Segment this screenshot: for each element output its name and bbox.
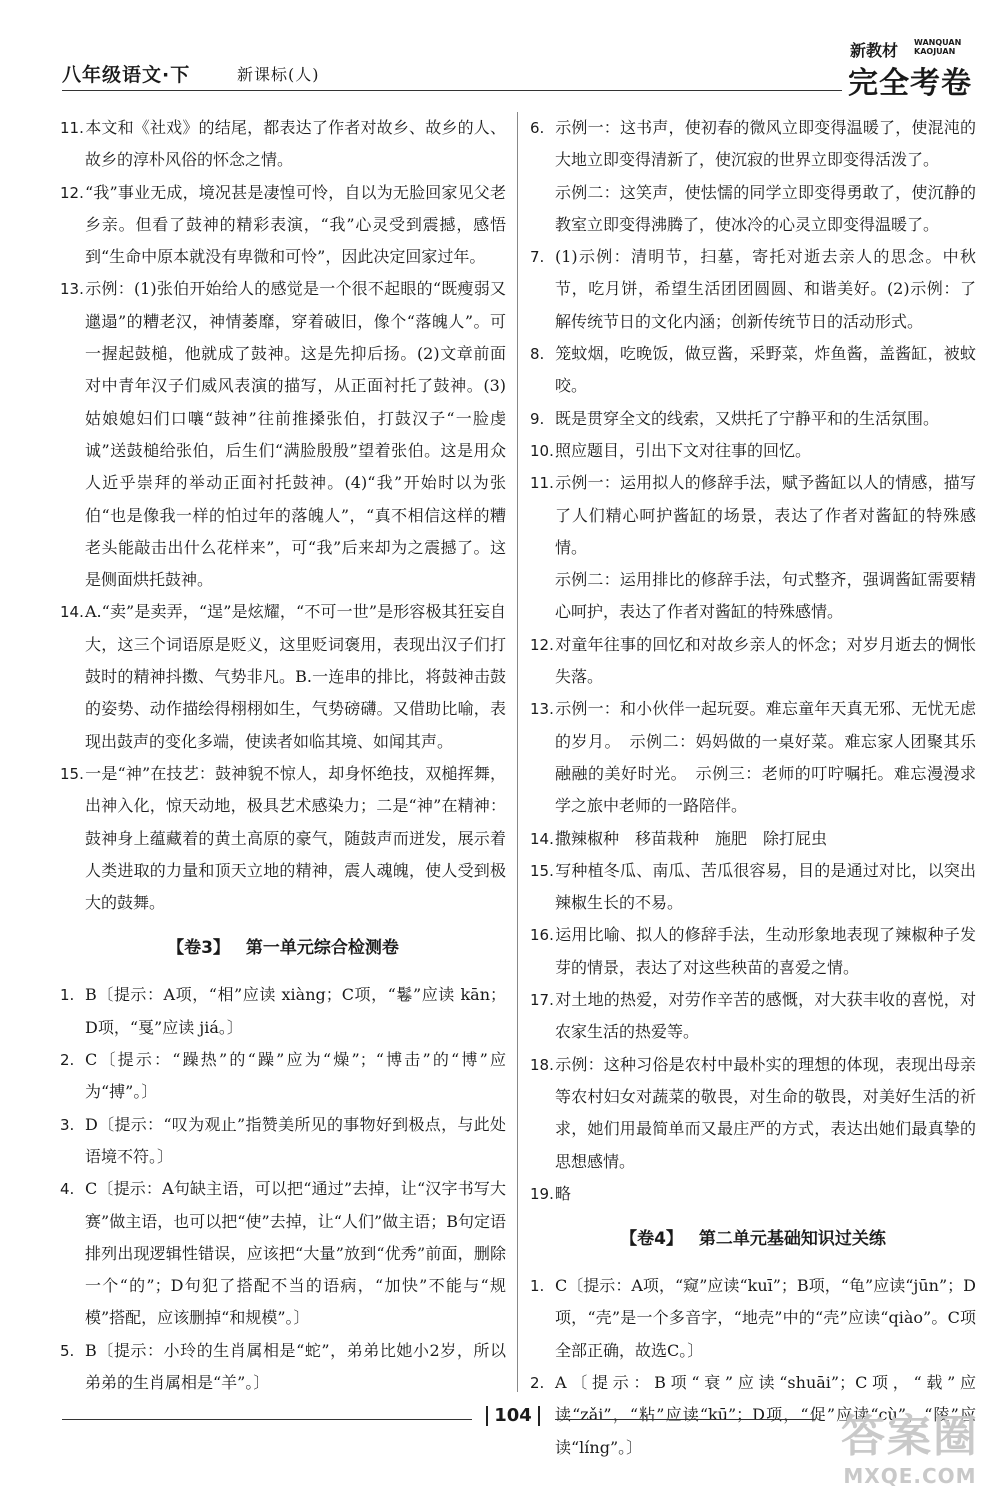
item-number: 10. xyxy=(530,441,554,460)
answer-item xyxy=(530,435,976,467)
answer-item xyxy=(60,1173,506,1334)
item-text: C〔提示：“躁热”的“躁”应为“燥”；“博击”的“博”应为“搏”。〕 xyxy=(85,1050,506,1102)
watermark-logo-text: 答案圈 xyxy=(841,1411,979,1462)
item-number: 4. xyxy=(60,1180,75,1199)
item-text: A〔提示：B项“衰”应读“shuāi”；C项，“载”应读“zǎi”，“粘”应读“kū”；D项，“促”应读“cù”，“陵”应读“líng”。〕 xyxy=(555,1372,976,1457)
section-heading-4 xyxy=(530,1228,976,1250)
item-number: 11. xyxy=(530,474,554,493)
item-text: 撒辣椒种 移苗栽种 施肥 除打屁虫 xyxy=(555,828,828,848)
item-text: 略 xyxy=(555,1183,572,1203)
item-text: (1)示例：清明节，扫墓，寄托对逝去亲人的思念。中秋节，吃月饼，希望生活团团圆圆、和谐美好。(2)示例：了解传统节日的文化内涵；创新传统节日的活动形式。 xyxy=(555,247,976,331)
item-number: 19. xyxy=(530,1184,554,1203)
brand-new-textbook: 新教材 xyxy=(850,41,899,60)
item-text: C〔提示：A项，“窥”应读“kuī”；B项，“龟”应读“jūn”；D项，“壳”是一个多音字，“地壳”中的“壳”应读“qiào”。C项全部正确，故选C。〕 xyxy=(555,1276,976,1360)
item-number: 15. xyxy=(530,861,554,880)
answer-item xyxy=(530,823,976,855)
left-column xyxy=(60,112,506,1399)
item-text: 照应题目，引出下文对往事的回忆。 xyxy=(555,440,812,460)
item-number: 14. xyxy=(530,829,554,848)
answer-item xyxy=(530,403,976,435)
item-number: 11. xyxy=(60,119,84,137)
answer-item xyxy=(530,241,976,338)
header-rule xyxy=(62,90,842,91)
item-number: 17. xyxy=(530,991,554,1010)
item-number: 18. xyxy=(530,1055,554,1074)
right-column xyxy=(530,112,976,1464)
item-number: 2. xyxy=(530,1373,545,1392)
column-divider xyxy=(517,112,518,1392)
answer-item xyxy=(60,979,506,1044)
item-number: 13. xyxy=(60,280,84,299)
item-number: 1. xyxy=(530,1277,545,1296)
item-text: 对童年往事的回忆和对故乡亲人的怀念；对岁月逝去的惆怅失落。 xyxy=(555,634,976,687)
answer-item xyxy=(60,273,506,596)
item-text: A.“卖”是卖弄，“逞”是炫耀，“不可一世”是形容极其狂妄自大，这三个词语原是贬义，这里贬词褒用，表现出汉子们打鼓时的精神抖擞、气势非凡。B.一连串的排比，将鼓神击鼓的姿势、动作描绘得栩栩如生，气势磅礴。又借助比喻，表现出鼓声的变化多端，使读者如临其境、如闻其声。 xyxy=(85,602,506,751)
item-number: 8. xyxy=(530,345,545,364)
item-number: 6. xyxy=(530,119,545,137)
item-text: B〔提示：小玲的生肖属相是“蛇”，弟弟比她小2岁，所以弟弟的生肖属相是“羊”。〕 xyxy=(85,1340,506,1392)
item-text: 示例一：运用拟人的修辞手法，赋予酱缸以人的情感，描写了人们精心呵护酱缸的场景，表达了作者对酱缸的特殊感情。 xyxy=(555,473,976,557)
item-number: 5. xyxy=(60,1341,75,1360)
answer-item xyxy=(530,1178,976,1210)
answer-item xyxy=(530,629,976,694)
item-text: 写种植冬瓜、南瓜、苦瓜很容易，目的是通过对比，以突出辣椒生长的不易。 xyxy=(555,860,976,913)
answer-item xyxy=(530,919,976,984)
watermark-logo xyxy=(825,1410,995,1496)
section-title: 第二单元基础知识过关练 xyxy=(698,1229,886,1250)
brand-pinyin-line-2: KAOJUAN xyxy=(914,47,956,56)
answer-item xyxy=(530,112,976,241)
page-number-bar-left xyxy=(486,1406,488,1426)
footer-rule-left xyxy=(62,1419,472,1420)
item-number: 16. xyxy=(530,926,554,945)
answer-item xyxy=(530,855,976,920)
item-text: 既是贯穿全文的线索，又烘托了宁静平和的生活氛围。 xyxy=(555,408,940,428)
page-number xyxy=(478,1405,548,1426)
brand-pinyin xyxy=(914,38,961,56)
item-text: 示例一：和小伙伴一起玩耍。难忘童年天真无邪、无忧无虑的岁月。 示例二：妈妈做的一桌好菜。难忘家人团聚其乐融融的美好时光。 示例三：老师的叮咛嘱托。难忘漫漫求学之旅中老师的一路陪伴。 xyxy=(555,699,976,816)
brand-name: 完全考卷 xyxy=(848,66,972,101)
item-number: 13. xyxy=(530,700,554,719)
item-number: 9. xyxy=(530,409,545,428)
item-text: B〔提示：A项，“相”应读 xiàng；C项，“鬈”应读 kān；D项，“戛”应读 jiá。〕 xyxy=(85,985,506,1037)
page-number-bar-right xyxy=(538,1406,540,1426)
answer-item xyxy=(60,177,506,274)
answer-item xyxy=(60,1335,506,1400)
answer-item xyxy=(530,984,976,1049)
section-title: 第一单元综合检测卷 xyxy=(245,938,399,959)
item-text: C〔提示：A句缺主语，可以把“通过”去掉，让“汉字书写大赛”做主语，也可以把“使”去掉，让“人们”做主语；B句定语排列出现逻辑性错误，应该把“大量”放到“优秀”前面，删除一个“的”；D句犯了搭配不当的语病，“加快”不能与“规模”搭配，应该删掉“和规模”。〕 xyxy=(85,1179,506,1328)
answer-item xyxy=(60,1109,506,1174)
item-text: 示例一：这书声，使初春的微风立即变得温暖了，使混沌的大地立即变得清新了，使沉寂的世界立即变得活泼了。 xyxy=(555,118,976,170)
answer-item xyxy=(530,693,976,822)
item-text-paragraph: 示例二：运用排比的修辞手法，句式整齐，强调酱缸需要精心呵护，表达了作者对酱缸的特殊感情。 xyxy=(555,570,976,622)
answer-item xyxy=(530,338,976,403)
answer-item xyxy=(60,1044,506,1109)
item-number: 1. xyxy=(60,986,75,1005)
answer-item xyxy=(60,758,506,919)
section-heading-3 xyxy=(60,937,506,959)
item-text-paragraph: 示例二：这笑声，使怯懦的同学立即变得勇敢了，使沉静的教室立即变得沸腾了，使冰冷的心灵立即变得温暖了。 xyxy=(555,182,976,234)
book-grade-title: 八年级语文·下 xyxy=(62,64,191,86)
item-text: 一是“神”在技艺：鼓神貌不惊人，却身怀绝技，双槌挥舞，出神入化，惊天动地，极具艺术感染力；二是“神”在精神：鼓神身上蕴藏着的黄土高原的豪气，随鼓声而迸发，展示着人类进取的力量和顶天立地的精神，震人魂魄，使人受到极大的鼓舞。 xyxy=(85,763,506,913)
footer-rule-right xyxy=(555,1419,815,1420)
item-number: 14. xyxy=(60,603,84,622)
page-header xyxy=(0,0,1000,100)
item-number: 2. xyxy=(60,1051,75,1070)
answer-item xyxy=(530,467,976,628)
item-text: 运用比喻、拟人的修辞手法，生动形象地表现了辣椒种子发芽的情景，表达了对这些秧苗的喜爱之情。 xyxy=(555,925,976,977)
item-number: 7. xyxy=(530,248,545,267)
section-tag: 【卷4】 xyxy=(620,1229,683,1250)
item-text: “我”事业无成，境况甚是凄惶可怜，自以为无脸回家见父老乡亲。但看了鼓神的精彩表演，“我”心灵受到震撼，感悟到“生命中原本就没有卑微和可怜”，因此决定回家过年。 xyxy=(85,182,506,267)
answer-item xyxy=(60,112,506,177)
item-text: D〔提示：“叹为观止”指赞美所见的事物好到极点，与此处语境不符。〕 xyxy=(85,1114,506,1166)
answer-item xyxy=(530,1270,976,1367)
item-number: 12. xyxy=(530,635,554,654)
item-text: 对土地的热爱，对劳作辛苦的感慨，对大获丰收的喜悦，对农家生活的热爱等。 xyxy=(555,990,976,1042)
item-number: 12. xyxy=(60,183,84,202)
item-text: 示例：这种习俗是农村中最朴实的理想的体现，表现出母亲等农村妇女对蔬菜的敬畏，对生命的敬畏，对美好生活的祈求，她们用最简单而又最庄严的方式，表达出她们最真挚的思想感情。 xyxy=(555,1054,976,1171)
watermark-url: MXQE.COM xyxy=(843,1464,977,1488)
item-text: 本文和《社戏》的结尾，都表达了作者对故乡、故乡的人、故乡的淳朴风俗的怀念之情。 xyxy=(85,118,506,170)
answer-item xyxy=(60,596,506,757)
page-number-value: 104 xyxy=(494,1405,532,1426)
item-number: 15. xyxy=(60,764,84,783)
item-text: 笼蚊烟，吃晚饭，做豆酱，采野菜，炸鱼酱，盖酱缸，被蚊咬。 xyxy=(555,344,976,396)
curriculum-label: 新课标(人) xyxy=(237,65,320,84)
item-text: 示例：(1)张伯开始给人的感觉是一个很不起眼的“既瘦弱又邋遢”的糟老汉，神情萎靡，穿着破旧，像个“落魄人”。可一握起鼓槌，他就成了鼓神。这是先抑后扬。(2)文章前面对中青年汉子们威风表演的描写，从正面衬托了鼓神。(3)姑娘媳妇们口嚷“鼓神”往前推搡张伯，打鼓汉子“一脸虔诚”送鼓槌给张伯，后生们“满脸殷殷”望着张伯。这是用众人近乎崇拜的举动正面衬托鼓神。(4)“我”开始时以为张伯“也是像我一样的怕过年的落魄人”，“真不相信这样的糟老头能敲击出什么花样来”，可“我”后来却为之震撼了。这是侧面烘托鼓神。 xyxy=(85,279,506,590)
item-number: 3. xyxy=(60,1115,75,1134)
brand-pinyin-line-1: WANQUAN xyxy=(914,38,962,47)
answer-item xyxy=(530,1049,976,1178)
section-tag: 【卷3】 xyxy=(167,938,230,959)
